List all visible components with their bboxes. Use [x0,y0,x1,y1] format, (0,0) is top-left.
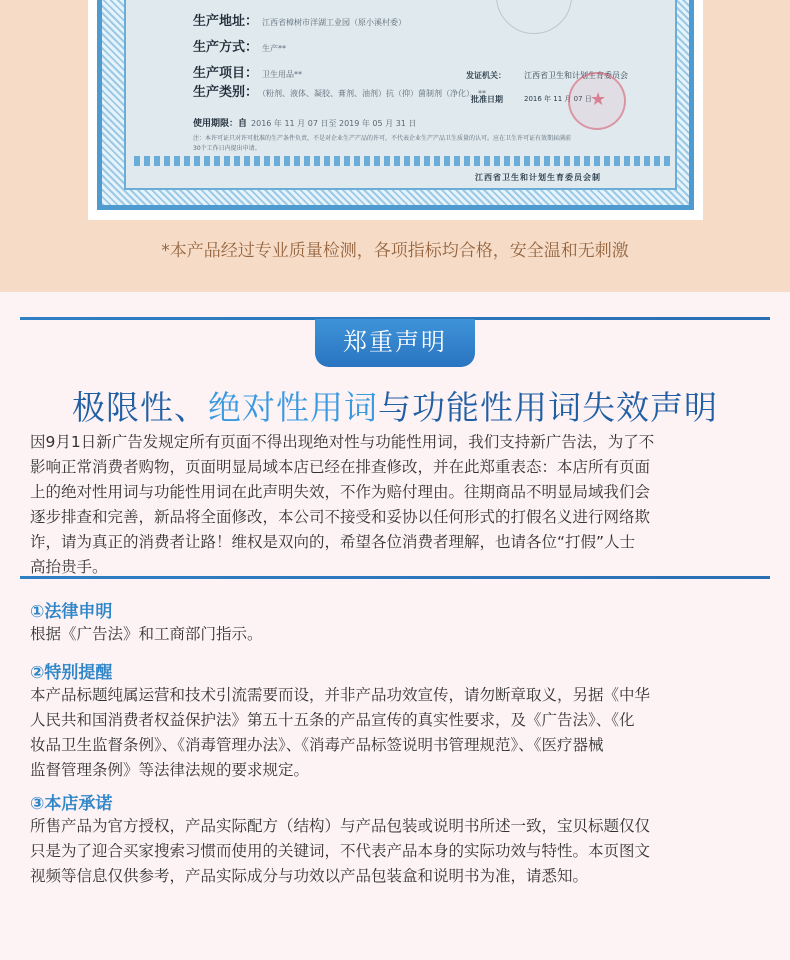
statement-title: 郑重声明 [315,319,475,367]
cert-field-method: 生产方式： 生产** [193,40,287,55]
seal-watermark [496,0,572,34]
section-heading-promise: ③本店承诺 [30,794,113,814]
certificate-section [0,0,790,292]
cert-validity: 使用期限：自 2016 年 11 月 07 日至 2019 年 05 月 31 日 [193,119,417,129]
certificate-body [124,0,677,190]
cert-field-category: 生产类别： （粉剂、液体、凝胶、膏剂、油剂）抗（抑）菌制剂（净化）。** [193,85,487,100]
cert-date-value: 2016 年 11 月 07 日 [524,95,592,103]
section-text-reminder: 本产品标题纯属运营和技术引流需要而设，并非产品功效宣传，请勿断章取义，另据《中华 人民共和国消费者权益保护法》第五十五条的产品宣传的真实性要求，及《广告法》、《化 妆品卫生监督条例》、《消毒管理办法》、《消毒产品标签说明书管理规范》、《医疗器械 监督管理条例》等法律法规的要求规定。 [30,686,651,779]
cert-field-address: 生产地址： 江西省樟树市洋湖工业园（原小溪村委） [193,14,407,29]
cert-date-label: 批准日期 [471,95,503,104]
certificate-image [88,0,703,220]
cert-issuer-label: 发证机关： [466,71,506,80]
cert-footer: 江西省卫生和计划生育委员会制 [475,173,601,182]
certificate-border [97,0,694,210]
section-text-legal: 根据《广告法》和工商部门指示。 [30,625,263,643]
divider-bottom [20,576,770,579]
cert-field-item: 生产项目： 卫生用品** [193,66,303,81]
section-heading-reminder: ②特别提醒 [30,663,113,683]
headline: 极限性、绝对性用词与功能性用词失效声明 [72,388,718,427]
section-heading-legal: ①法律申明 [30,602,113,622]
intro-paragraph: 因9月1日新广告发规定所有页面不得出现绝对性与功能性用词，我们支持新广告法，为了不 影响正常消费者购物，页面明显局域本店已经在排查修改，并在此郑重表态：本店所有页面 上的绝对性用词与功能性用词在此声明失效，不作为赔付理由。往期商品不明显局域我们会 逐步排查和完善，新品将全面修改，本公司不接受和妥协以任何形式的打假名义进行网络欺 诈，请为真正的消费者让路！维权是双向的，希望各位消费者理解，也请各位“打假”人士 高抬贵手。 [30,433,655,576]
star-icon: ★ [590,89,607,110]
red-stamp [568,72,626,130]
quality-caption: *本产品经过专业质量检测，各项指标均合格，安全温和无刺激 [161,241,629,261]
cert-issuer-value: 江西省卫生和计划生育委员会 [524,71,628,80]
section-text-promise: 所售产品为官方授权，产品实际配方（结构）与产品包装或说明书所述一致，宝贝标题仅仅 只是为了迎合买家搜索习惯而使用的关键词，不代表产品本身的实际功效与特性。本页图文 视频等信息仅供参考，产品实际成分与功效以产品包装盒和说明书为准，请悉知。 [30,817,651,885]
cert-pattern-band [134,156,671,166]
cert-note: 注：本许可证只对许可批准的生产条件负责，不是对企业生产产品的许可，不代表企业生产产品卫生质量的认可。应在卫生许可证有效期届满前30个工作日内提出申请。 [193,135,572,152]
